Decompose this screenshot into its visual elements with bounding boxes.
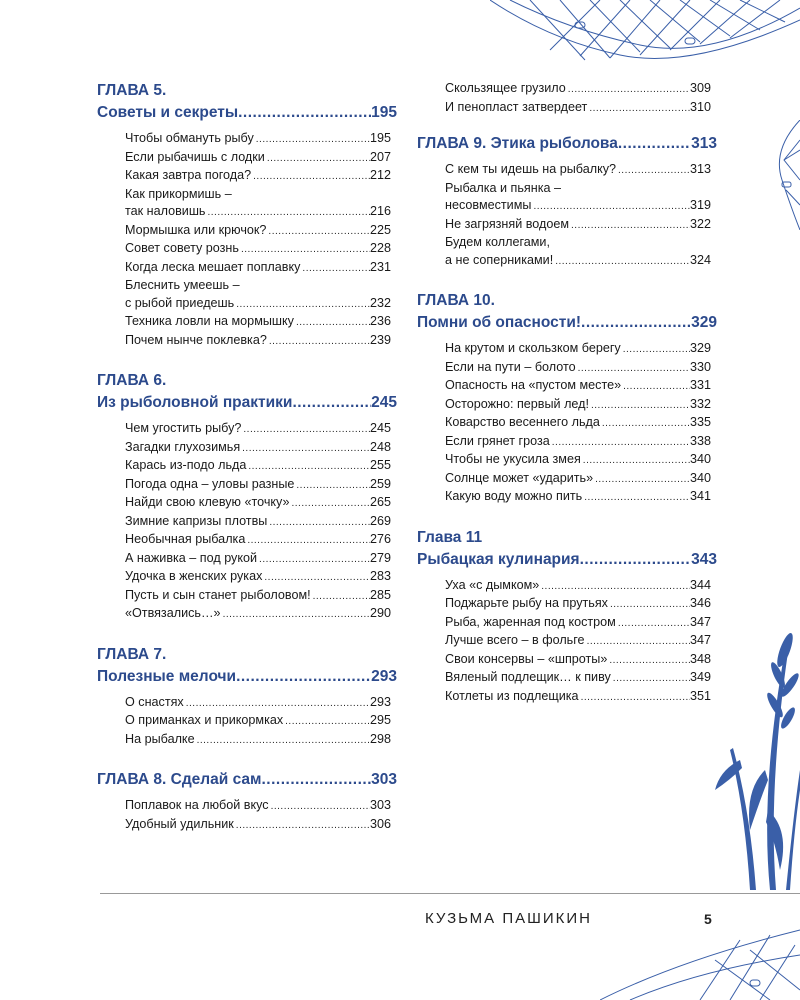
dot-leader <box>600 415 690 433</box>
entry-title: Свои консервы – «шпроты» <box>445 651 608 666</box>
entry-page: 255 <box>369 458 391 472</box>
chapter-page: 195 <box>371 104 397 121</box>
toc-chapter <box>417 527 717 707</box>
chapter-title-text: ГЛАВА 8. Сделай сам <box>97 771 262 788</box>
dot-leader <box>267 333 370 351</box>
entry-page: 290 <box>369 606 391 620</box>
chapter-page: 293 <box>371 667 397 685</box>
chapter-title[interactable] <box>97 769 397 791</box>
dot-leader <box>300 260 370 278</box>
chapter-page: 329 <box>691 314 717 331</box>
entry-page: 207 <box>369 149 391 164</box>
entry-title: Погода одна – уловы разные <box>125 476 295 491</box>
toc-entry[interactable] <box>445 651 711 670</box>
dot-leader <box>241 421 370 439</box>
toc-entry[interactable] <box>125 694 391 713</box>
entry-page: 265 <box>369 495 391 509</box>
toc-entry[interactable] <box>445 396 711 415</box>
dot-leader <box>239 241 370 259</box>
entry-title: Вяленый подлещик… к пиву <box>445 670 611 684</box>
entry-page: 232 <box>369 295 391 310</box>
entry-page: 283 <box>369 569 391 583</box>
dot-leader <box>184 695 370 713</box>
chapter-title[interactable] <box>417 549 717 571</box>
chapter-title-text: Советы и секреты <box>97 104 239 121</box>
toc-entry[interactable] <box>125 731 391 750</box>
toc-chapter <box>97 644 397 750</box>
entry-title: А наживка – под рукой <box>125 550 258 565</box>
dot-leader <box>585 633 690 651</box>
chapter-title[interactable] <box>97 392 397 414</box>
dot-leader <box>621 341 690 359</box>
toc-entry[interactable] <box>125 605 391 624</box>
toc-entry[interactable] <box>125 816 391 835</box>
toc-entry[interactable] <box>445 614 711 633</box>
toc-entry[interactable] <box>445 340 711 359</box>
entry-page: 306 <box>369 816 391 831</box>
toc-entry[interactable] <box>125 295 391 314</box>
dot-leader <box>589 397 690 415</box>
toc-entry[interactable] <box>125 587 391 606</box>
entry-title: так наловишь <box>125 204 206 218</box>
entry-title: Найди свою клевую «точку» <box>125 495 290 509</box>
entry-title: Какую воду можно пить <box>445 489 583 503</box>
toc-entry[interactable] <box>125 130 391 149</box>
toc-chapter <box>97 80 397 350</box>
dot-leader <box>607 652 690 670</box>
toc-entry[interactable] <box>125 149 391 168</box>
entry-title: Зимние капризы плотвы <box>125 513 268 528</box>
entry-title: На рыбалке <box>125 731 195 746</box>
entry-title: с рыбой приедешь <box>125 295 235 310</box>
dot-leader <box>236 666 371 688</box>
toc-entry[interactable] <box>125 439 391 458</box>
toc-entry[interactable] <box>445 359 711 378</box>
dot-leader <box>566 81 690 99</box>
chapter-entries <box>417 161 717 270</box>
chapter-label: ГЛАВА 7. <box>97 645 167 663</box>
dot-leader <box>221 606 370 624</box>
chapter-label: ГЛАВА 6. <box>97 372 167 389</box>
toc-entry[interactable] <box>445 577 711 596</box>
entry-title: И пенопласт затвердеет <box>445 99 588 114</box>
dot-leader <box>550 434 690 452</box>
entry-title-line: Блеснить умеешь – <box>125 278 240 292</box>
dot-leader <box>581 312 691 334</box>
entry-page: 341 <box>689 489 711 503</box>
chapter-title-text: Рыбацкая кулинария <box>417 550 580 568</box>
footer-author: КУЗЬМА ПАШИКИН <box>425 910 593 927</box>
entry-page: 346 <box>689 596 711 610</box>
dot-leader <box>246 458 370 476</box>
toc-right-column <box>417 80 717 726</box>
toc-entry[interactable] <box>125 222 391 241</box>
dot-leader <box>292 392 371 414</box>
toc-entry[interactable] <box>445 669 711 688</box>
entry-page: 248 <box>369 439 391 454</box>
dot-leader <box>254 131 370 149</box>
entry-page: 335 <box>689 415 711 429</box>
toc-entry[interactable] <box>125 332 391 351</box>
entry-page: 216 <box>369 204 391 218</box>
dot-leader <box>579 689 690 707</box>
dot-leader <box>608 596 690 614</box>
entry-title: Котлеты из подлещика <box>445 688 579 703</box>
dot-leader <box>205 204 370 222</box>
entry-title: Осторожно: первый лед! <box>445 396 589 411</box>
entry-page: 195 <box>369 131 391 145</box>
entry-title: О снастях <box>125 694 184 709</box>
toc-entry[interactable] <box>125 712 391 731</box>
toc-entry[interactable] <box>445 451 711 470</box>
chapter-page: 313 <box>691 135 717 152</box>
entry-page: 324 <box>689 252 711 267</box>
entry-page: 285 <box>369 587 391 602</box>
dot-leader <box>283 713 370 731</box>
toc-entry[interactable] <box>125 420 391 439</box>
dot-leader <box>262 569 370 587</box>
dot-leader <box>621 378 690 396</box>
dot-leader <box>311 588 370 606</box>
fishing-net-illustration <box>490 0 800 75</box>
entry-title: Если рыбачишь с лодки <box>125 149 265 164</box>
chapter-title[interactable] <box>97 102 397 124</box>
dot-leader <box>587 100 690 118</box>
dot-leader <box>582 489 690 507</box>
entry-title: Когда леска мешает поплавку <box>125 259 301 274</box>
entry-page: 212 <box>369 168 391 182</box>
entry-title: Техника ловли на мормышку <box>125 314 294 328</box>
dot-leader <box>569 217 690 235</box>
dot-leader <box>294 314 370 332</box>
chapter-entries <box>97 797 397 834</box>
entry-title: Совет совету рознь <box>125 241 239 255</box>
toc-chapter <box>97 769 397 834</box>
entry-page: 340 <box>689 470 711 485</box>
chapter-entries <box>97 420 397 624</box>
entry-title: Солнце может «ударить» <box>445 470 594 485</box>
entry-page: 298 <box>369 731 391 746</box>
entry-title: На крутом и скользком берегу <box>445 341 621 355</box>
entry-page: 225 <box>369 222 391 237</box>
dot-leader <box>581 452 690 470</box>
entry-page: 329 <box>689 341 711 355</box>
entry-title: Рыба, жаренная под костром <box>445 614 616 629</box>
chapter-entries <box>417 340 717 507</box>
chapter-entries <box>97 694 397 750</box>
entry-title: Пусть и сын станет рыболовом! <box>125 587 311 602</box>
toc-entry[interactable] <box>445 99 711 118</box>
entry-title: Коварство весеннего льда <box>445 415 600 429</box>
chapter-entries <box>97 130 397 350</box>
chapter-label: ГЛАВА 10. <box>417 292 495 309</box>
toc-entry[interactable] <box>125 568 391 587</box>
toc-entry[interactable] <box>125 259 391 278</box>
entry-title: Удобный удильник <box>125 816 234 831</box>
dot-leader <box>616 615 690 633</box>
dot-leader <box>195 732 370 750</box>
entry-title: Мормышка или крючок? <box>125 222 267 237</box>
toc-entry[interactable] <box>125 513 391 532</box>
entry-title: Уха «с дымком» <box>445 577 540 592</box>
entry-title: С кем ты идешь на рыбалку? <box>445 162 617 176</box>
toc-entry[interactable] <box>125 797 391 816</box>
entry-page: 295 <box>369 713 391 727</box>
entry-page: 322 <box>689 216 711 231</box>
dot-leader <box>539 578 690 596</box>
toc-entry[interactable] <box>445 632 711 651</box>
page-number: 5 <box>704 911 712 927</box>
toc-entry[interactable] <box>445 161 711 180</box>
toc-entry[interactable] <box>125 494 391 513</box>
entry-page: 276 <box>369 532 391 546</box>
entry-page: 344 <box>689 577 711 592</box>
chapter-page: 303 <box>371 771 397 788</box>
entry-title-line: Как прикормишь – <box>125 186 232 201</box>
toc-entry[interactable] <box>125 457 391 476</box>
dot-leader <box>234 817 370 835</box>
footer-divider <box>100 893 800 894</box>
entry-title: Если на пути – болото <box>445 359 576 374</box>
entry-page: 310 <box>689 99 711 114</box>
entry-title: Скользящее грузило <box>445 81 566 95</box>
entry-page: 347 <box>689 633 711 647</box>
toc-entry[interactable] <box>125 476 391 495</box>
toc-entry[interactable] <box>445 488 711 507</box>
chapter-title-text: Помни об опасности! <box>417 314 582 331</box>
toc-entry[interactable] <box>445 595 711 614</box>
toc-chapter <box>97 370 397 624</box>
entry-title: Поплавок на любой вкус <box>125 798 269 812</box>
entry-title: Какая завтра погода? <box>125 168 252 182</box>
toc-entry[interactable] <box>445 197 711 216</box>
entry-title: О приманках и прикормках <box>125 713 284 727</box>
chapter-title-text: Из рыболовной практики <box>97 394 293 411</box>
dot-leader <box>240 440 370 458</box>
toc-entry[interactable] <box>445 377 711 396</box>
entry-page: 279 <box>369 550 391 565</box>
dot-leader <box>576 360 690 378</box>
toc-entry[interactable] <box>445 688 711 707</box>
entry-title: Необычная рыбалка <box>125 532 246 546</box>
entry-title: Почем нынче поклевка? <box>125 332 267 347</box>
dot-leader <box>616 162 690 180</box>
entry-title: Поджарьте рыбу на прутьях <box>445 596 608 610</box>
entry-page: 269 <box>369 513 391 528</box>
entry-title: Опасность на «пустом месте» <box>445 378 622 392</box>
entry-title: Чем угостить рыбу? <box>125 421 242 435</box>
dot-leader <box>267 514 370 532</box>
dot-leader <box>593 471 690 489</box>
dot-leader <box>251 168 370 186</box>
fishing-net-edge-illustration <box>772 120 800 230</box>
entry-title-line: Рыбалка и пьянка – <box>445 180 562 195</box>
entry-title: Удочка в женских руках <box>125 569 263 583</box>
chapter-title-text: ГЛАВА 9. Этика рыболова <box>417 135 618 152</box>
entry-page: 303 <box>369 798 391 812</box>
entry-title: Чтобы не укусила змея <box>445 452 581 466</box>
toc-chapter <box>417 133 717 270</box>
dot-leader <box>553 253 690 271</box>
chapter-title[interactable] <box>417 133 717 155</box>
chapter-entries <box>417 577 717 707</box>
entry-page: 330 <box>689 359 711 374</box>
dot-leader <box>531 198 690 216</box>
toc-entry[interactable] <box>445 470 711 489</box>
entry-title: а не соперниками! <box>445 252 554 267</box>
entry-page: 231 <box>369 259 391 274</box>
entry-page: 319 <box>689 198 711 212</box>
entry-title: несовместимы <box>445 198 532 212</box>
toc-entry[interactable] <box>125 531 391 550</box>
entry-title: Чтобы обмануть рыбу <box>125 131 254 145</box>
entry-page: 331 <box>689 378 711 392</box>
toc-continuation <box>417 80 717 117</box>
entry-page: 340 <box>689 452 711 466</box>
entry-page: 347 <box>689 614 711 629</box>
entry-title: Не загрязняй водоем <box>445 216 570 231</box>
dot-leader <box>580 549 692 571</box>
entry-title: Загадки глухозимья <box>125 439 241 454</box>
dot-leader <box>294 477 370 495</box>
fishing-net-bottom-illustration <box>600 900 800 1000</box>
entry-page: 309 <box>689 81 711 95</box>
entry-page: 259 <box>369 476 391 491</box>
dot-leader <box>238 102 371 124</box>
toc-entry[interactable] <box>125 313 391 332</box>
chapter-title[interactable] <box>97 666 397 688</box>
dot-leader <box>618 133 691 155</box>
entry-title: Если грянет гроза <box>445 433 550 448</box>
toc-entry[interactable] <box>445 216 711 235</box>
entry-page: 236 <box>369 314 391 328</box>
entry-page: 349 <box>689 670 711 684</box>
entry-page: 245 <box>369 421 391 435</box>
toc-entry[interactable] <box>125 203 391 222</box>
chapter-page: 343 <box>691 550 717 568</box>
dot-leader <box>611 670 690 688</box>
toc-chapter <box>417 290 717 507</box>
entry-title: «Отвязались…» <box>125 606 221 620</box>
entry-page: 313 <box>689 162 711 176</box>
entry-title-line: Будем коллегами, <box>445 235 550 249</box>
entry-page: 348 <box>689 651 711 666</box>
entry-title: Карась из-подо льда <box>125 458 247 472</box>
dot-leader <box>269 798 370 816</box>
chapter-label: Глава 11 <box>417 528 483 546</box>
dot-leader <box>266 223 370 241</box>
dot-leader <box>234 296 370 314</box>
toc-entry[interactable] <box>445 252 711 271</box>
entry-page: 351 <box>689 688 711 703</box>
chapter-title-text: Полезные мелочи <box>97 667 237 685</box>
dot-leader <box>261 769 371 791</box>
toc-entry[interactable] <box>445 80 711 99</box>
chapter-title[interactable] <box>417 312 717 334</box>
dot-leader <box>245 532 370 550</box>
toc-left-column <box>97 80 397 854</box>
toc-entry[interactable] <box>445 414 711 433</box>
entry-page: 293 <box>369 694 391 709</box>
dot-leader <box>289 495 370 513</box>
toc-entry[interactable] <box>125 167 391 186</box>
entry-page: 228 <box>369 241 391 255</box>
toc-entry[interactable] <box>445 433 711 452</box>
dot-leader <box>265 150 370 168</box>
entry-page: 239 <box>369 332 391 347</box>
chapter-page: 245 <box>371 394 397 411</box>
entry-page: 338 <box>689 433 711 448</box>
toc-entry[interactable] <box>125 240 391 259</box>
entry-title: Лучше всего – в фольге <box>445 633 585 647</box>
toc-entry[interactable] <box>125 550 391 569</box>
chapter-label: ГЛАВА 5. <box>97 82 167 99</box>
dot-leader <box>257 551 370 569</box>
entry-page: 332 <box>689 396 711 411</box>
